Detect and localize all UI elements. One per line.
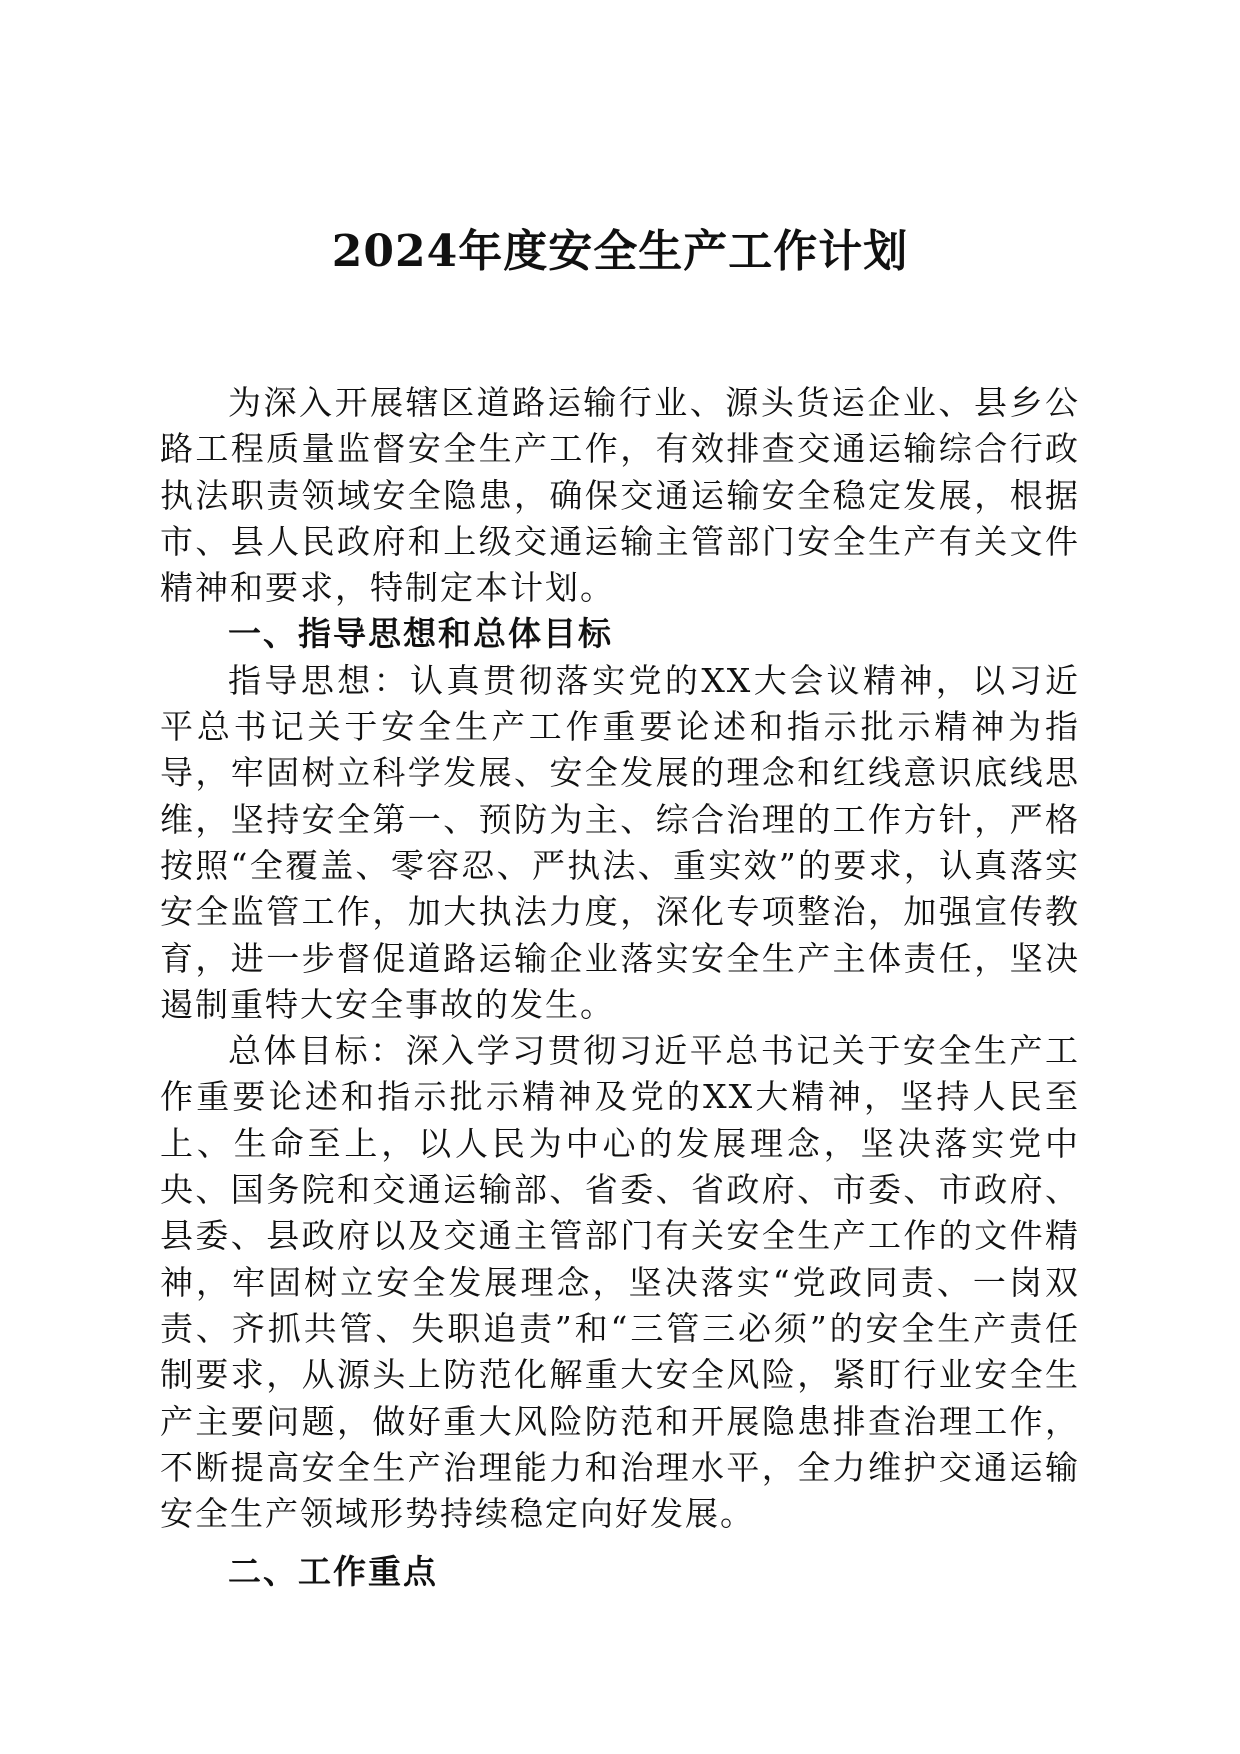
section-heading-1: 一、指导思想和总体目标: [228, 614, 613, 654]
document-body: [160, 380, 1080, 1596]
document-title: 2024年度安全生产工作计划: [331, 226, 909, 277]
overall-goal-paragraph: 总体目标：深入学习贯彻习近平总书记关于安全生产工作重要论述和指示批示精神及党的XX大精神，坚持人民至上、生命至上，以人民为中心的发展理念，坚决落实党中央、国务院和交通运输部、省委、省政府、市委、市政府、县委、县政府以及交通主管部门有关安全生产工作的文件精神，牢固树立安全发展理念，坚决落实“党政同责、一岗双责、齐抓共管、失职追责”和“三管三必须”的安全生产责任制要求，从源头上防范化解重大安全风险，紧盯行业安全生产主要问题，做好重大风险防范和开展隐患排查治理工作，不断提高安全生产治理能力和治理水平，全力维护交通运输安全生产领域形势持续稳定向好发展。: [160, 1031, 1080, 1534]
section-heading-2: 二、工作重点: [228, 1552, 438, 1592]
intro-paragraph: 为深入开展辖区道路运输行业、源头货运企业、县乡公路工程质量监督安全生产工作，有效排查交通运输综合行政执法职责领域安全隐患，确保交通运输安全稳定发展，根据市、县人民政府和上级交通运输主管部门安全生产有关文件精神和要求，特制定本计划。: [160, 383, 1080, 608]
guiding-thought-paragraph: 指导思想：认真贯彻落实党的XX大会议精神，以习近平总书记关于安全生产工作重要论述和指示批示精神为指导，牢固树立科学发展、安全发展的理念和红线意识底线思维，坚持安全第一、预防为主、综合治理的工作方针，严格按照“全覆盖、零容忍、严执法、重实效”的要求，认真落实安全监管工作，加大执法力度，深化专项整治，加强宣传教育，进一步督促道路运输企业落实安全生产主体责任，坚决遏制重特大安全事故的发生。: [160, 660, 1080, 1024]
